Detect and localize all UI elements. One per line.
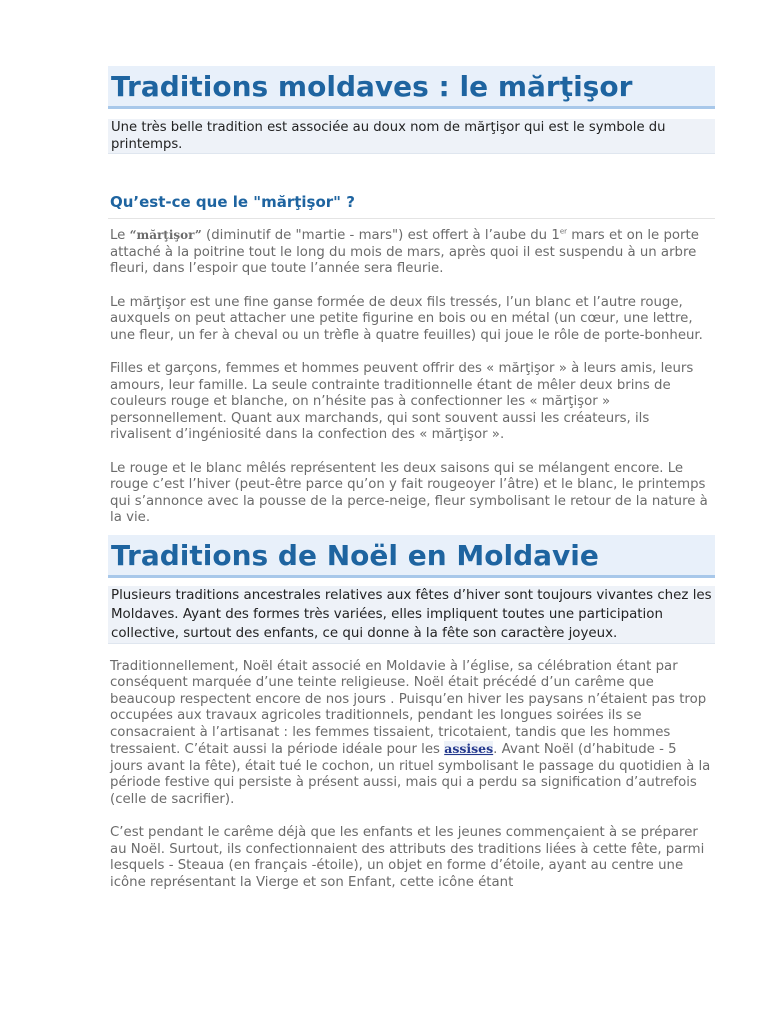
paragraph-martisor-2: Le mărţişor est une fine ganse formée de deux fils tressés, l’un blanc et l’autre rouge, auxquels on peut attacher une petite figurine en bois ou en métal (un cœur, une lettre, une fleur, un fer à cheval ou un trèfle à quatre feuilles) qui joue le rôle de porte-bonheur. <box>110 294 703 343</box>
assises-link[interactable]: assises <box>444 741 494 756</box>
heading-martisor: Traditions moldaves : le mărţişor <box>108 66 715 109</box>
paragraph-noel-1: Traditionnellement, Noël était associé en Moldavie à l’église, sa célébration étant par conséquent marquée d’une teinte religieuse. Noël était précédé d’un carême que beaucoup respectent encore de nos jours . Puisqu’en hiver les paysans n’étaient pas trop occupées aux travaux agricoles traditionnels, pendant les longues soirées ils se consacraient à l’artisanat : les femmes tissaient, tricotaient, tandis que les hommes tressaient. C’était aussi la période idéale pour les assises. Avant Noël (d’habitude - 5 jours avant la fête), était tué le cochon, un rituel symbolisant le passage du quotidien à la période festive qui persiste à présent aussi, mais qui a perdu sa signification d’autrefois (celle de sacrifier). <box>110 658 711 807</box>
paragraph-martisor-3: Filles et garçons, femmes et hommes peuvent offrir des « mărţişor » à leurs amis, leurs amours, leur famille. La seule contrainte traditionnelle étant de mêler deux brins de couleurs rouge et blanche, on n’hésite pas à confectionner les « mărţişor » personnellement. Quant aux marchands, qui sont souvent aussi les créateurs, ils rivalisent d’ingéniosité dans la confection des « mărţişor ». <box>110 361 694 442</box>
lead-martisor: Une très belle tradition est associée au doux nom de mărţişor qui est le symbole du printemps. <box>108 119 715 154</box>
paragraph-martisor-4: Le rouge et le blanc mêlés représentent les deux saisons qui se mélangent encore. Le rouge c’est l’hiver (peut-être parce qu’on y fait rougeoyer l’âtre) et le blanc, le printemps qui s’annonce avec la pousse de la perce-neige, fleur symbolisant le retour de la nature à la vie. <box>110 460 708 525</box>
document-page <box>108 66 715 891</box>
heading-noel: Traditions de Noël en Moldavie <box>108 535 715 578</box>
subheading-what-is-martisor: Qu’est-ce que le "mărţişor" ? <box>110 193 355 211</box>
paragraph-martisor-1: Le “mărţişor” (diminutif de "martie - mars") est offert à l’aube du 1er mars et on le porte attaché à la poitrine tout le long du mois de mars, après quoi il est suspendu à un arbre fleuri, dans l’espoir que toute l’année sera fleurie. <box>110 227 699 276</box>
martisor-term: “mărţişor” <box>129 228 202 242</box>
lead-noel: Plusieurs traditions ancestrales relatives aux fêtes d’hiver sont toujours vivantes chez les Moldaves. Ayant des formes très variées, elles impliquent toutes une participation collective, surtout des enfants, ce qui donne à la fête son caractère joyeux. <box>108 586 715 644</box>
paragraph-noel-2: C’est pendant le carême déjà que les enfants et les jeunes commençaient à se préparer au Noël. Surtout, ils confectionnaient des attributs des traditions liées à cette fête, parmi lesquels - Steaua (en français -étoile), un objet en forme d’étoile, ayant au centre une icône représentant la Vierge et son Enfant, cette icône étant <box>110 825 705 890</box>
